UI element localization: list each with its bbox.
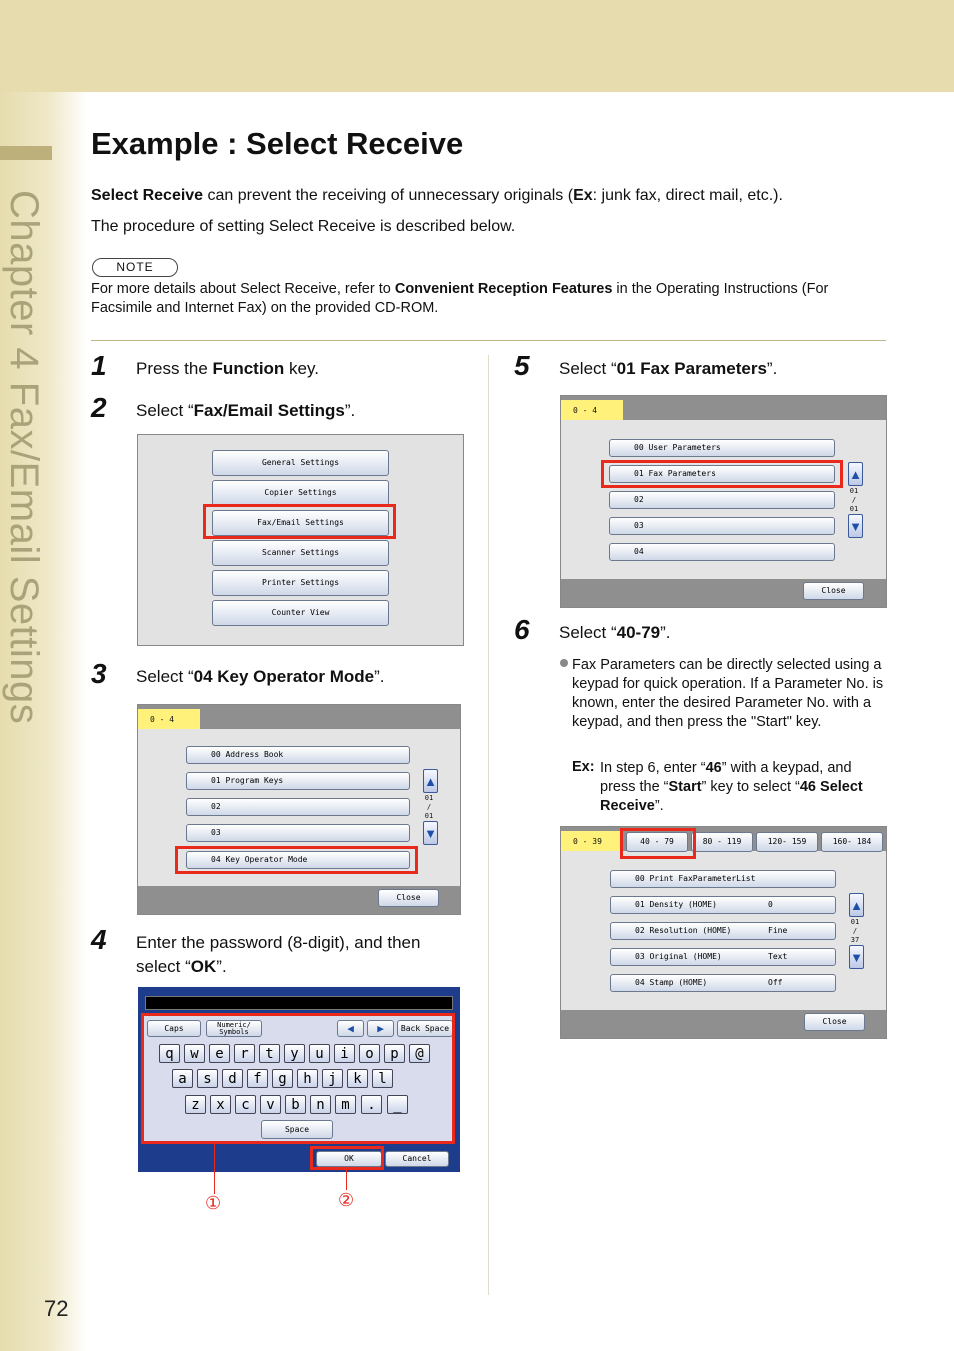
general-settings-button[interactable]: General Settings: [212, 450, 389, 476]
key-j[interactable]: j: [322, 1069, 343, 1088]
intro-term: Select Receive: [91, 187, 204, 204]
item-02-button[interactable]: 02: [186, 798, 410, 816]
highlight-key-operator-mode: [175, 846, 418, 874]
close-button[interactable]: Close: [804, 1013, 865, 1031]
step-2-bold: Fax/Email Settings: [193, 401, 345, 420]
print-fax-parameter-list-button[interactable]: [610, 870, 836, 888]
chapter-label: Chapter 4 Fax/Email Settings: [2, 190, 46, 725]
ex-b2: Start: [668, 779, 702, 795]
header-band: [0, 0, 954, 92]
close-button[interactable]: Close: [803, 582, 864, 600]
user-parameters-button[interactable]: 00 User Parameters: [609, 439, 835, 457]
tab-160-184[interactable]: 160- 184: [821, 832, 883, 852]
key-m[interactable]: m: [335, 1095, 356, 1114]
param-label: 00 Print FaxParameterList: [635, 874, 756, 883]
screenshot-function-menu: [137, 434, 464, 646]
key-i[interactable]: i: [334, 1044, 355, 1063]
step-4-number: 4: [91, 924, 107, 955]
callout-1-leader: [214, 1144, 215, 1194]
scroll-up-icon[interactable]: ▲: [849, 893, 864, 917]
item-02-button[interactable]: 02: [609, 491, 835, 509]
cursor-right-icon[interactable]: ▶: [367, 1020, 394, 1037]
page-sep: /: [852, 927, 858, 935]
param-value: 0: [768, 900, 773, 909]
original-home-button[interactable]: [610, 948, 836, 966]
key-r[interactable]: r: [234, 1044, 255, 1063]
ex-post: ”.: [654, 798, 664, 814]
ex-mid: ” with a keypad, and press the “: [600, 760, 852, 795]
highlight-keyboard: [141, 1013, 455, 1144]
step-4-post: ”.: [216, 957, 227, 976]
step-1-post: key.: [284, 359, 319, 378]
step-5-bold: 01 Fax Parameters: [616, 359, 767, 378]
key-o[interactable]: o: [359, 1044, 380, 1063]
step-2-pre: Select “: [136, 401, 194, 420]
step-1-bold: Function: [212, 359, 285, 378]
example-label: Ex:: [572, 759, 595, 775]
item-04-button[interactable]: 04: [609, 543, 835, 561]
tab-40-79[interactable]: 40 - 79: [626, 832, 688, 852]
screenshot-fax-email-menu: [560, 395, 887, 608]
step-4-bold: OK: [190, 957, 217, 976]
param-label: 02 Resolution (HOME): [635, 926, 732, 935]
step-4-text: [136, 931, 466, 979]
note-text-a: For more details about Select Receive, refer to: [91, 281, 395, 297]
copier-settings-button[interactable]: Copier Settings: [212, 480, 389, 506]
screenshot-fax-parameters: [560, 826, 887, 1039]
key-y[interactable]: y: [284, 1044, 305, 1063]
caps-button[interactable]: Caps: [147, 1020, 201, 1037]
page-indicator: [848, 918, 862, 945]
page-tab[interactable]: 0 - 4: [561, 400, 623, 420]
key-v[interactable]: v: [260, 1095, 281, 1114]
key-a[interactable]: a: [172, 1069, 193, 1088]
key-s[interactable]: s: [197, 1069, 218, 1088]
page-number: 72: [44, 1296, 69, 1321]
key-t[interactable]: t: [259, 1044, 280, 1063]
program-keys-button[interactable]: 01 Program Keys: [186, 772, 410, 790]
callout-1: ①: [205, 1193, 222, 1213]
item-03-button[interactable]: 03: [609, 517, 835, 535]
ok-button[interactable]: OK: [316, 1151, 382, 1167]
note-text-b: in the Operating Instructions (For Facsimile and Internet Fax) on the provided CD-ROM.: [91, 281, 829, 316]
page-total: 01: [849, 505, 859, 513]
scroll-up-icon[interactable]: ▲: [848, 462, 863, 486]
key-at[interactable]: @: [409, 1044, 430, 1063]
step-2-post: ”.: [344, 401, 356, 420]
page-indicator: [847, 487, 861, 514]
step-6-bullet: Fax Parameters can be directly selected using a keypad for quick operation. If a Parameter No. is known, enter the desired Parameter No. with a keypad, and then press the "Start" key.: [572, 657, 884, 730]
scroll-down-icon[interactable]: ▼: [848, 514, 863, 538]
tab-120-159[interactable]: 120- 159: [756, 832, 818, 852]
param-value: Off: [768, 978, 783, 987]
counter-view-button[interactable]: Counter View: [212, 600, 389, 626]
scroll-down-icon[interactable]: ▼: [423, 821, 438, 845]
fax-parameters-button[interactable]: 01 Fax Parameters: [609, 465, 835, 483]
key-q[interactable]: q: [159, 1044, 180, 1063]
ex-b3: 46 Select Receive: [600, 779, 863, 814]
page-current: 01: [424, 794, 434, 802]
page-total: 01: [424, 812, 434, 820]
highlight-fax-parameters: [601, 460, 843, 488]
page-title: Example : Select Receive: [91, 126, 464, 161]
close-button[interactable]: Close: [378, 889, 439, 907]
key-b[interactable]: b: [285, 1095, 306, 1114]
key-g[interactable]: g: [272, 1069, 293, 1088]
key-k[interactable]: k: [347, 1069, 368, 1088]
param-label: 03 Original (HOME): [635, 952, 722, 961]
stamp-home-button[interactable]: [610, 974, 836, 992]
ex-b1: 46: [705, 760, 722, 776]
param-label: 04 Stamp (HOME): [635, 978, 708, 987]
key-h[interactable]: h: [297, 1069, 318, 1088]
key-c[interactable]: c: [235, 1095, 256, 1114]
callout-2: ②: [338, 1190, 355, 1210]
key-e[interactable]: e: [209, 1044, 230, 1063]
step-5-post: ”.: [766, 359, 778, 378]
example-text: [600, 759, 884, 816]
step-6-post: ”.: [660, 623, 671, 642]
screenshot-key-operator-menu: [137, 704, 461, 915]
step-3-bold: 04 Key Operator Mode: [193, 667, 375, 686]
address-book-button[interactable]: 00 Address Book: [186, 746, 410, 764]
column-divider: [488, 355, 489, 1295]
printer-settings-button[interactable]: Printer Settings: [212, 570, 389, 596]
param-value: Fine: [768, 926, 788, 935]
scanner-settings-button[interactable]: Scanner Settings: [212, 540, 389, 566]
fax-email-settings-button[interactable]: Fax/Email Settings: [212, 510, 389, 536]
divider-line: [91, 340, 886, 341]
intro-text: can prevent the receiving of unnecessary originals (: [203, 187, 574, 204]
scroll-up-icon[interactable]: ▲: [423, 769, 438, 793]
highlight-ok: [310, 1146, 384, 1170]
key-u[interactable]: u: [309, 1044, 330, 1063]
callout-2-leader: [346, 1170, 347, 1190]
key-l[interactable]: l: [372, 1069, 393, 1088]
resolution-home-button[interactable]: [610, 922, 836, 940]
intro-ex: Ex: [573, 187, 593, 204]
intro-paragraph-1: [91, 187, 783, 205]
page-sep: /: [851, 496, 857, 504]
key-operator-mode-button[interactable]: 04 Key Operator Mode: [186, 851, 410, 869]
page-current: 01: [850, 918, 860, 926]
page-indicator: [422, 794, 436, 821]
key-d[interactable]: d: [222, 1069, 243, 1088]
cursor-left-icon[interactable]: ◀: [337, 1020, 364, 1037]
step-1-pre: Press the: [136, 359, 213, 378]
step-3-text: [136, 665, 384, 689]
page-total: 37: [850, 936, 860, 944]
intro-paragraph-2: The procedure of setting Select Receive is described below.: [91, 218, 516, 235]
step-4-pre: Enter the password (8-digit), and then select “: [136, 933, 421, 976]
step-5-pre: Select “: [559, 359, 617, 378]
note-text-bold: Convenient Reception Features: [394, 281, 613, 297]
tab-80-119[interactable]: 80 - 119: [691, 832, 753, 852]
tab-0-39[interactable]: 0 - 39: [561, 831, 623, 851]
page-tab[interactable]: 0 - 4: [138, 709, 200, 729]
page-sep: /: [426, 803, 432, 811]
key-n[interactable]: n: [310, 1095, 331, 1114]
intro-text-end: : junk fax, direct mail, etc.).: [592, 187, 783, 204]
step-2-number: 2: [91, 392, 107, 423]
key-w[interactable]: w: [184, 1044, 205, 1063]
step-6-number: 6: [514, 614, 530, 645]
key-period[interactable]: .: [361, 1095, 382, 1114]
step-6-pre: Select “: [559, 623, 617, 642]
step-3-pre: Select “: [136, 667, 194, 686]
bullet-icon: [560, 659, 568, 667]
key-underscore[interactable]: _: [387, 1095, 408, 1114]
step-1-number: 1: [91, 350, 107, 381]
cancel-button[interactable]: Cancel: [385, 1151, 449, 1167]
step-6-bold: 40-79: [616, 623, 661, 642]
page-current: 01: [849, 487, 859, 495]
highlight-40-79: [620, 828, 696, 859]
step-5-text: [559, 357, 777, 381]
highlight-fax-email-settings: [203, 504, 396, 539]
param-value: Text: [768, 952, 788, 961]
ex-pre: In step 6, enter “: [600, 760, 706, 776]
step-2-text: [136, 399, 355, 423]
density-home-button[interactable]: [610, 896, 836, 914]
param-label: 01 Density (HOME): [635, 900, 717, 909]
step-6-text: [559, 621, 671, 645]
note-badge: NOTE: [92, 258, 178, 277]
scroll-down-icon[interactable]: ▼: [849, 945, 864, 969]
password-input[interactable]: [145, 996, 453, 1010]
chapter-tab-marker: [0, 146, 52, 160]
key-p[interactable]: p: [384, 1044, 405, 1063]
step-5-number: 5: [514, 350, 530, 381]
key-x[interactable]: x: [210, 1095, 231, 1114]
numeric-symbols-button[interactable]: Numeric/ Symbols: [206, 1020, 262, 1037]
step-3-number: 3: [91, 658, 107, 689]
space-button[interactable]: Space: [261, 1120, 333, 1139]
step-3-post: ”.: [374, 667, 385, 686]
note-text: [91, 280, 881, 318]
ex-mid2: ” key to select “: [701, 779, 800, 795]
item-03-button[interactable]: 03: [186, 824, 410, 842]
key-f[interactable]: f: [247, 1069, 268, 1088]
step-1-text: [136, 357, 319, 381]
key-z[interactable]: z: [185, 1095, 206, 1114]
back-space-button[interactable]: Back Space: [397, 1020, 453, 1037]
